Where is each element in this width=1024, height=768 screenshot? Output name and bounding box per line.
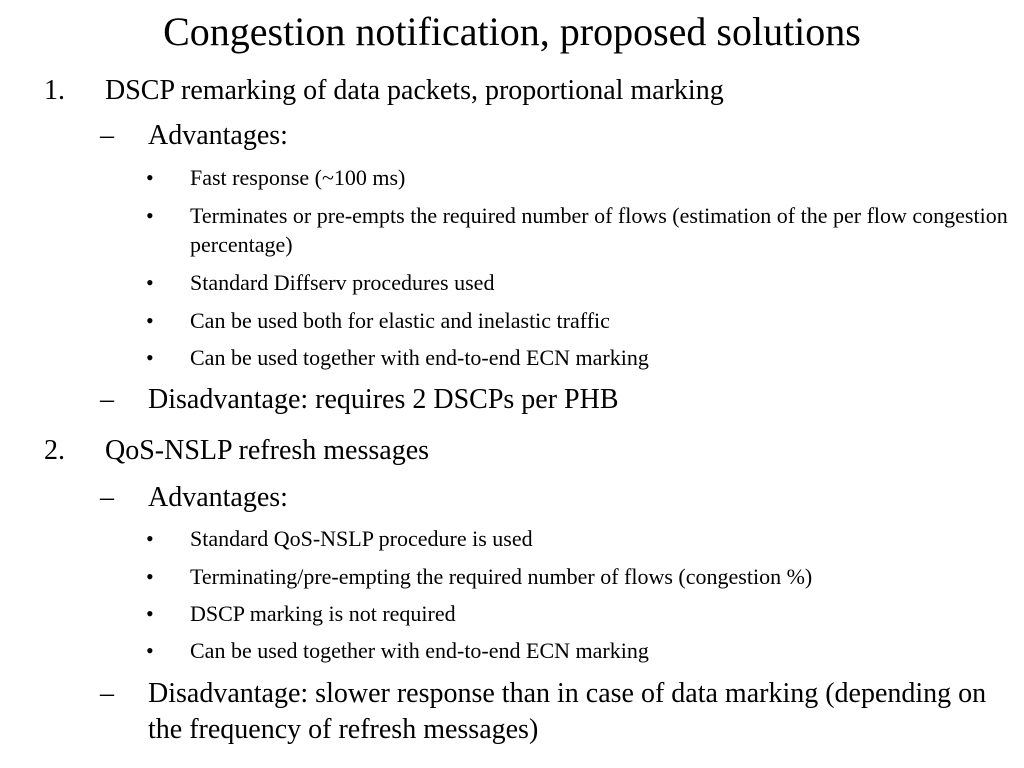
solution-heading-text: DSCP remarking of data packets, proportional marking: [105, 75, 724, 106]
bullet-marker: •: [146, 270, 154, 295]
solution-number: 1.: [44, 75, 65, 106]
bullet-marker: •: [146, 601, 154, 626]
solution-number: 2.: [44, 435, 65, 466]
solution-heading-text: QoS-NSLP refresh messages: [105, 435, 430, 466]
slide-title: Congestion notification, proposed solutions: [163, 9, 861, 54]
bullet-marker: •: [146, 564, 154, 589]
bullet-marker: •: [146, 165, 154, 190]
dash-marker: –: [100, 384, 114, 415]
bullet-marker: •: [146, 526, 154, 551]
bullet-marker: •: [146, 345, 154, 370]
dash-marker: –: [100, 120, 114, 151]
bullet-marker: •: [146, 308, 154, 333]
dash-marker: –: [100, 678, 114, 709]
bullet-marker: •: [146, 203, 154, 228]
bullet-marker: •: [146, 638, 154, 663]
dash-marker: –: [100, 482, 114, 513]
